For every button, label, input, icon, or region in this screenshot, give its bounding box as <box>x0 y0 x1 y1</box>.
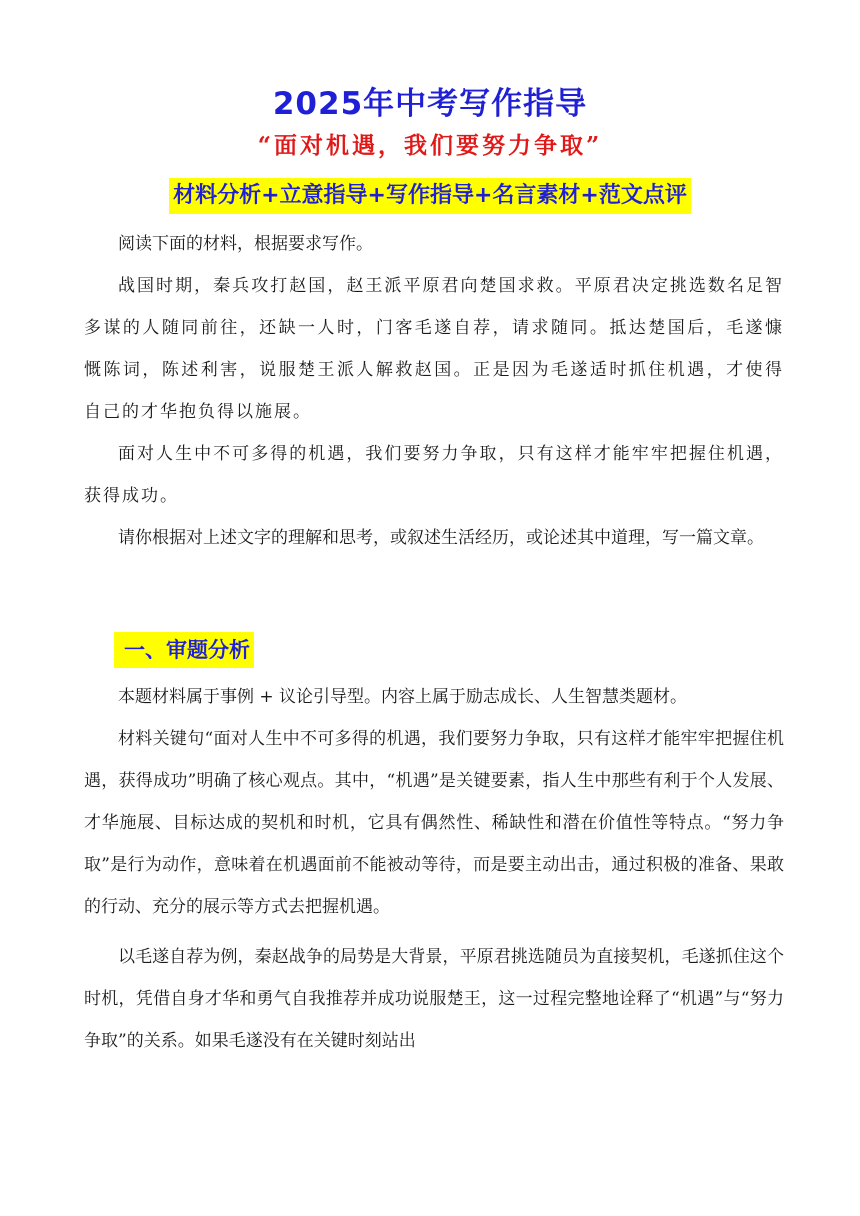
analysis-paragraph: 材料关键句“面对人生中不可多得的机遇，我们要努力争取，只有这样才能牢牢把握住机遇，获得成功”明确了核心观点。其中，“机遇”是关键要素，指人生中那些有利于个人发展、才华施展、目标达成的契机和时机，它具有偶然性、稀缺性和潜在价值性等特点。“努力争取”是行为动作，意味着在机遇面前不能被动等待，而是要主动出击，通过积极的准备、果敢的行动、充分的展示等方式去把握机遇。 <box>84 729 784 917</box>
prompt-requirement: 请你根据对上述文字的理解和思考，或叙述生活经历，或论述其中道理，写一篇文章。 <box>118 528 764 548</box>
banner-container <box>0 178 860 214</box>
document-subtitle: “面对机遇，我们要努力争取” <box>257 132 603 159</box>
prompt-material-story: 战国时期，秦兵攻打赵国，赵王派平原君向楚国求救。平原君决定挑选数名足智多谋的人随同前往，还缺一人时，门客毛遂自荐，请求随同。抵达楚国后，毛遂慷慨陈词，陈述利害，说服楚王派人解救赵国。正是因为毛遂适时抓住机遇，才使得自己的才华抱负得以施展。 <box>84 276 784 422</box>
writing-prompt <box>84 223 784 559</box>
section-heading-analysis: 一、审题分析 <box>114 632 254 668</box>
analysis-paragraph: 以毛遂自荐为例，秦赵战争的局势是大背景，平原君挑选随员为直接契机，毛遂抓住这个时机，凭借自身才华和勇气自我推荐并成功说服楚王，这一过程完整地诠释了“机遇”与“努力争取”的关系。如果毛遂没有在关键时刻站出 <box>84 947 784 1051</box>
document-title: 2025年中考写作指导 <box>272 86 588 122</box>
analysis-paragraph: 本题材料属于事例 + 议论引导型。内容上属于励志成长、人生智慧类题材。 <box>118 687 688 707</box>
prompt-material-viewpoint: 面对人生中不可多得的机遇，我们要努力争取，只有这样才能牢牢把握住机遇，获得成功。 <box>84 444 784 506</box>
prompt-intro: 阅读下面的材料，根据要求写作。 <box>118 234 373 254</box>
content-outline-banner: 材料分析+立意指导+写作指导+名言素材+范文点评 <box>169 178 691 214</box>
analysis-section <box>84 676 784 1062</box>
